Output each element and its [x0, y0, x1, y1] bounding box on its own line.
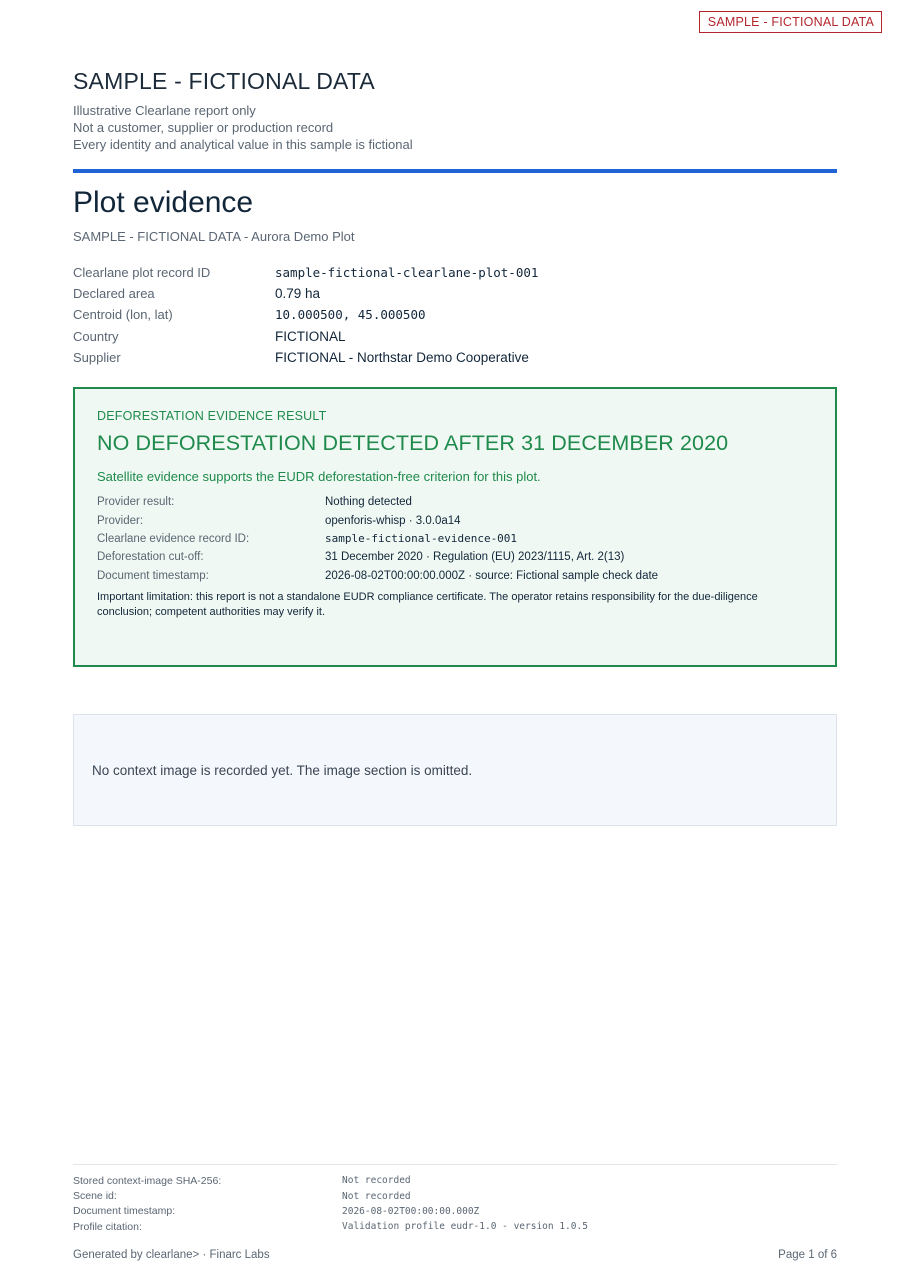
- disclaimer-line: Illustrative Clearlane report only: [73, 103, 256, 118]
- result-row: [97, 530, 813, 548]
- meta-value: 0.79 ha: [275, 286, 321, 302]
- footer-meta-value: 2026-08-02T00:00:00.000Z: [342, 1205, 480, 1217]
- result-value: 31 December 2020 · Regulation (EU) 2023/1115, Art. 2(13): [325, 551, 625, 564]
- footer-meta-row: [73, 1188, 588, 1203]
- footer-divider: [73, 1164, 837, 1165]
- footer-meta-label: Stored context-image SHA-256:: [73, 1174, 222, 1187]
- meta-row: [73, 262, 837, 283]
- meta-label: Clearlane plot record ID: [73, 265, 211, 281]
- meta-row: [73, 326, 837, 347]
- page-number: Page 1 of 6: [778, 1249, 837, 1261]
- result-row: [97, 493, 813, 511]
- result-label: Provider result:: [97, 496, 175, 509]
- footer-meta-row: [73, 1219, 588, 1234]
- result-label: Clearlane evidence record ID:: [97, 532, 250, 545]
- meta-value: FICTIONAL: [275, 328, 346, 344]
- meta-label: Declared area: [73, 286, 155, 302]
- footer-meta-label: Scene id:: [73, 1190, 117, 1203]
- meta-row: [73, 283, 837, 304]
- meta-row: [73, 304, 837, 325]
- result-value: 2026-08-02T00:00:00.000Z · source: Fictional sample check date: [325, 569, 659, 582]
- result-label: Provider:: [97, 514, 144, 527]
- header-divider: [73, 169, 837, 173]
- result-details: [97, 493, 813, 585]
- sample-header: [73, 68, 413, 153]
- generated-by: Generated by clearlane> · Finarc Labs: [73, 1249, 270, 1261]
- disclaimer-line: Every identity and analytical value in this sample is fictional: [73, 137, 413, 152]
- sample-badge: SAMPLE - FICTIONAL DATA: [699, 11, 882, 33]
- footer-meta-label: Profile citation:: [73, 1220, 142, 1233]
- result-value: openforis-whisp · 3.0.0a14: [325, 514, 461, 527]
- context-message: No context image is recorded yet. The image section is omitted.: [92, 762, 473, 778]
- footer-meta-label: Document timestamp:: [73, 1205, 176, 1218]
- meta-label: Supplier: [73, 349, 121, 365]
- result-value: Nothing detected: [325, 496, 412, 509]
- deforestation-result-panel: [73, 387, 837, 667]
- result-label: Document timestamp:: [97, 569, 209, 582]
- result-row: [97, 511, 813, 529]
- result-row: [97, 548, 813, 566]
- meta-value: FICTIONAL - Northstar Demo Cooperative: [275, 349, 529, 365]
- footer-meta-row: [73, 1204, 588, 1219]
- meta-row: [73, 347, 837, 368]
- meta-value: sample-fictional-clearlane-plot-001: [275, 265, 539, 281]
- result-row: [97, 567, 813, 585]
- limitation-note: Important limitation: this report is not a standalone EUDR compliance certificate. The operator retains responsibility for the due-diligence conclusion; competent authorities may verify it.: [97, 590, 758, 618]
- footer-meta-row: [73, 1173, 588, 1188]
- meta-label: Centroid (lon, lat): [73, 307, 173, 323]
- meta-label: Country: [73, 328, 119, 344]
- footer-metadata: [73, 1173, 588, 1235]
- footer-meta-value: Not recorded: [342, 1175, 411, 1187]
- footer-meta-value: Validation profile eudr-1.0 - version 1.0.5: [342, 1221, 588, 1233]
- result-kicker: DEFORESTATION EVIDENCE RESULT: [97, 409, 327, 423]
- result-headline: NO DEFORESTATION DETECTED AFTER 31 DECEMBER 2020: [97, 431, 729, 455]
- sample-disclaimer: [73, 102, 413, 153]
- plot-metadata: [73, 262, 837, 368]
- page-subtitle: SAMPLE - FICTIONAL DATA - Aurora Demo Plot: [73, 229, 355, 244]
- result-lead: Satellite evidence supports the EUDR deforestation-free criterion for this plot.: [97, 469, 541, 484]
- meta-value: 10.000500, 45.000500: [275, 307, 426, 323]
- result-value: sample-fictional-evidence-001: [325, 532, 518, 546]
- context-image-placeholder: [73, 714, 837, 826]
- page-title: Plot evidence: [73, 186, 254, 219]
- footer-meta-value: Not recorded: [342, 1190, 411, 1202]
- result-label: Deforestation cut-off:: [97, 551, 204, 564]
- disclaimer-line: Not a customer, supplier or production record: [73, 120, 334, 135]
- sample-title: SAMPLE - FICTIONAL DATA: [73, 68, 375, 94]
